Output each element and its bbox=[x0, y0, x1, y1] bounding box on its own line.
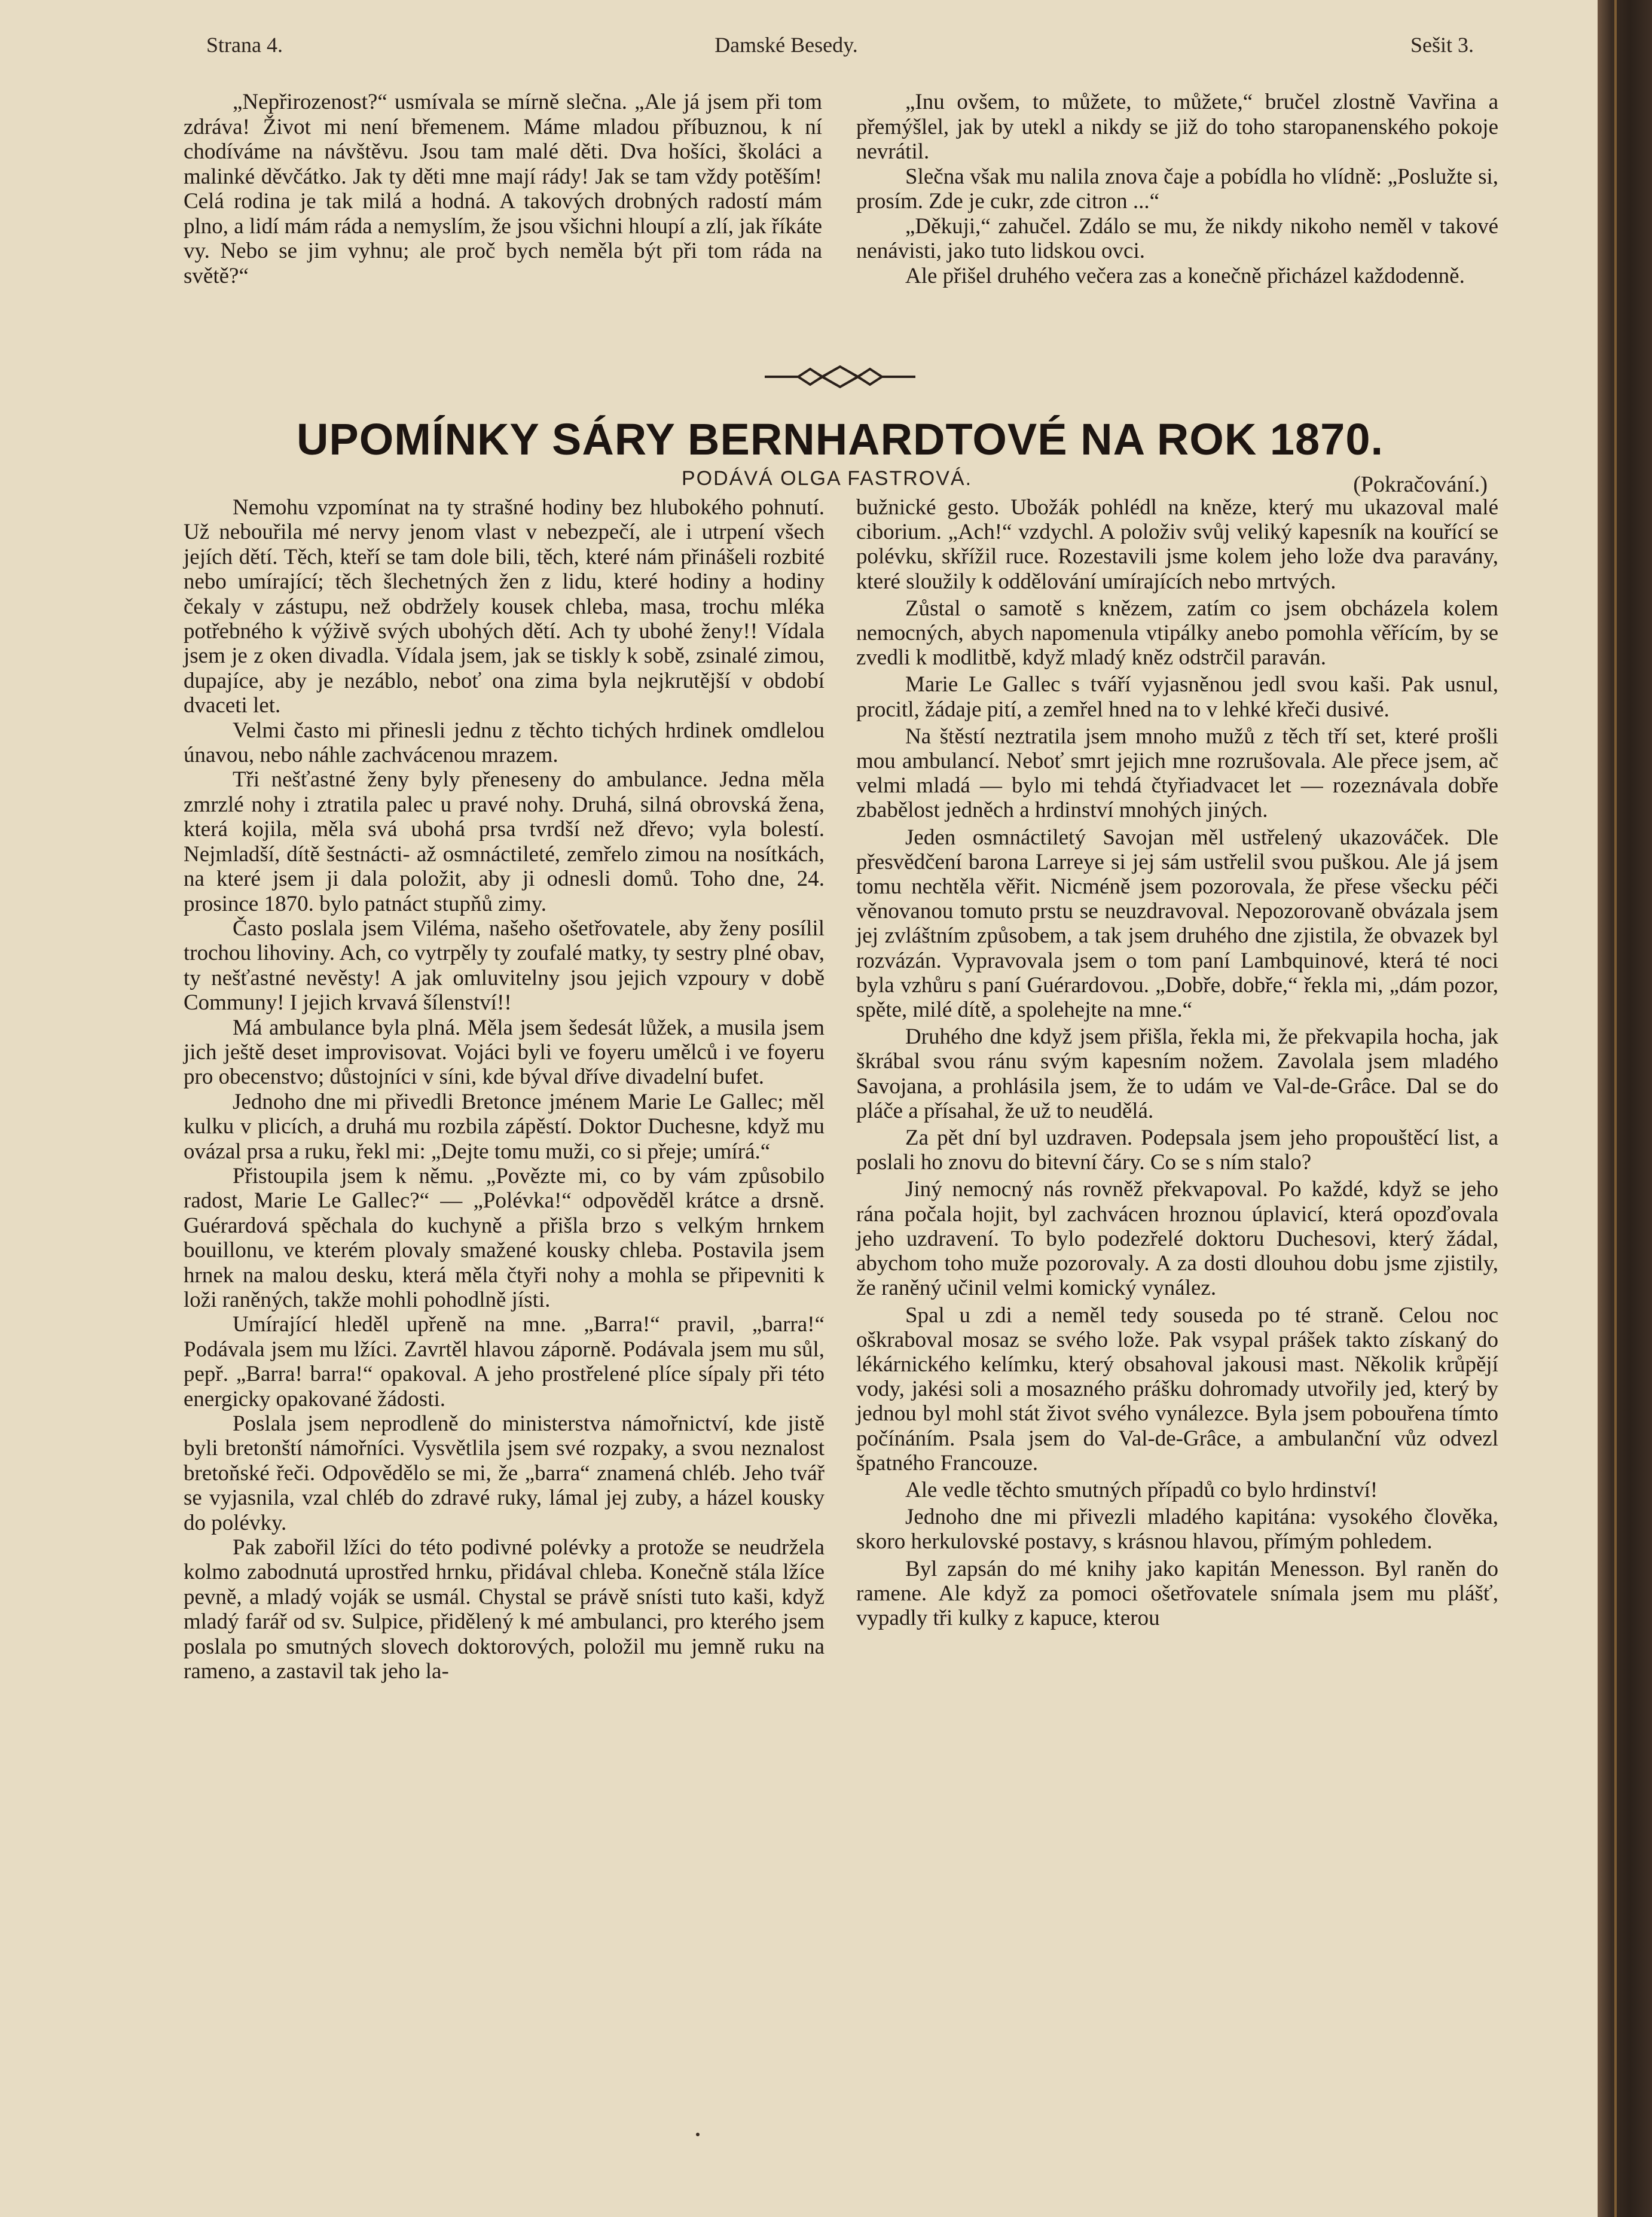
paragraph: Jednoho dne mi přivezli mladého kapitána: vysokého člověka, skoro herkulovské postavy, s krásnou hlavou, přímým pohledem. bbox=[856, 1505, 1498, 1554]
paragraph: Nemohu vzpomínat na ty strašné hodiny bez hlubokého pohnutí. Už nebouřila mé nervy jenom vlast v nebezpečí, ale i utrpení všech jejích dětí. Těch, kteří se tam dole bili, těch, které nám přinášeli rozbité nebo umírající; těch šlechetných žen z lidu, které hodiny a hodiny čekaly v zástupu, než obdržely kousek chleba, masa, trochu mléka potřebného k výživě svých ubohých dětí. Ach ty ubohé ženy!! Vídala jsem je z oken divadla. Vídala jsem, jak se tiskly k sobě, zsinalé zimou, dupajíce, aby je nezáblo, neboť ona zima byla nejkrutější v období dvaceti let. bbox=[184, 495, 825, 718]
paragraph: Byl zapsán do mé knihy jako kapitán Menesson. Byl raněn do ramene. Ale když za pomoci ošetřovatele snímala jsem mu plášť, vypadly tři kulky z kapuce, kterou bbox=[856, 1556, 1498, 1630]
binding-line bbox=[1614, 0, 1617, 2217]
article-byline: PODÁVÁ OLGA FASTROVÁ. bbox=[682, 467, 973, 490]
paragraph: Velmi často mi přinesli jednu z těchto tichých hrdinek omdlelou únavou, nebo náhle zachvácenou mrazem. bbox=[184, 718, 825, 768]
paragraph: bužnické gesto. Ubožák pohlédl na kněze, který mu ukazoval malé ciborium. „Ach!“ vzdychl. A položiv svůj veliký kapesník na kouřící se polévku, skřížil ruce. Rozestavili jsme kolem jeho lože dva paravány, které sloužily k oddělování umírajících nebo mrtvých. bbox=[856, 495, 1498, 594]
paragraph: „Nepřirozenost?“ usmívala se mírně slečna. „Ale já jsem při tom zdráva! Život mi není břemenem. Máme mladou příbuznou, k ní chodíváme na návštěvu. Jsou tam malé děti. Dva hošíci, školáci a malinké děvčátko. Jak ty děti mne mají rády! Jak se tam vždy potěším! Celá rodina je tak milá a hodná. A takových drobných radostí mám plno, a lidí mám ráda a nemyslím, že jsou všichni hloupí a zlí, jak říkáte vy. Nebo se jim vyhnu; ale proč bych neměla být při tom ráda na světě?“ bbox=[184, 90, 822, 288]
paragraph: Umírající hleděl upřeně na mne. „Barra!“ pravil, „barra!“ Podávala jsem mu lžíci. Zavrtěl hlavou záporně. Podávala jsem mu sůl, pepř. „Barra! barra!“ opakoval. A jeho prostřelené plíce sípaly při této energicky opakované žádosti. bbox=[184, 1312, 825, 1411]
story-end-right-column bbox=[856, 90, 1498, 288]
paragraph: „Děkuji,“ zahučel. Zdálo se mu, že nikdy nikoho neměl v takové nenávisti, jako tuto lidskou ovci. bbox=[856, 214, 1498, 263]
paragraph: Jednoho dne mi přivedli Bretonce jménem Marie Le Gallec; měl kulku v plicích, a druhá mu rozbila zápěstí. Doktor Duchesne, když mu ovázal prsa a ruku, řekl mi: „Dejte tomu muži, co si přeje; umírá.“ bbox=[184, 1089, 825, 1164]
paragraph: Zůstal o samotě s knězem, zatím co jsem obcházela kolem nemocných, abych napomenula vtipálky anebo pomohla věřícím, by se zvedli k modlitbě, když mladý kněz odstrčil paraván. bbox=[856, 596, 1498, 670]
paragraph: Druhého dne když jsem přišla, řekla mi, že překvapila hocha, jak škrábal svou ránu svým kapesním nožem. Zavolala jsem mladého Savojana, a prohlásila jsem, že to udám ve Val-de-Grâce. Dal se do pláče a přísahal, že už to neudělá. bbox=[856, 1024, 1498, 1123]
paragraph: Přistoupila jsem k němu. „Povězte mi, co by vám způsobilo radost, Marie Le Gallec?“ — „Polévka!“ odpověděl krátce a drsně. Guérardová spěchala do kuchyně a přišla brzo s velkým hrnkem bouillonu, ve kterém plovaly smažené kousky chleba. Postavila jsem hrnek na malou desku, která měla čtyři nohy a mohla se připevniti k loži raněných, takže mohli pohodlně jísti. bbox=[184, 1163, 825, 1312]
issue-label: Sešit 3. bbox=[1410, 33, 1474, 57]
magazine-title: Damské Besedy. bbox=[714, 33, 858, 57]
book-binding-edge bbox=[1598, 0, 1652, 2217]
continuation-note: (Pokračování.) bbox=[1353, 472, 1488, 497]
paragraph: Pak zabořil lžíci do této podivné polévky a protože se neudržela kolmo zabodnutá uprostřed hrnku, přidával chleba. Konečně stála lžíce pevně, a mladý voják se usmál. Chystal se právě snísti tuto kaši, když mladý farář od sv. Sulpice, přidělený k mé ambulanci, pro kterého jsem poslala po smutných slovech doktorových, položil mu jemně ruku na rameno, a zastavil tak jeho la- bbox=[184, 1535, 825, 1684]
print-mark bbox=[696, 2133, 700, 2136]
paragraph: Ale vedle těchto smutných případů co bylo hrdinství! bbox=[905, 1477, 1378, 1502]
page-label: Strana 4. bbox=[206, 33, 283, 57]
paragraph: Slečna však mu nalila znova čaje a pobídla ho vlídně: „Poslužte si, prosím. Zde je cukr, zde citron ...“ bbox=[856, 164, 1498, 214]
paragraph: Jiný nemocný nás rovněž překvapoval. Po každé, když se jeho rána počala hojit, byl zachvácen hroznou úplavicí, která opozďovala jeho uzdravení. To bylo podezřelé doktoru Duchesovi, který žádal, abychom toho muže pozorovaly. A za dosti dlouhou dobu jsme zjistily, že raněný učinil velmi komický vynález. bbox=[856, 1177, 1498, 1301]
paragraph: Jeden osmnáctiletý Savojan měl ustřelený ukazováček. Dle přesvědčení barona Larreye si jej sám ustřelil svou puškou. Ale já jsem tomu nechtěla věřit. Nicméně jsem pozorovala, že přese všecku péči věnovanou tomuto prstu se neuzdravoval. Nepozorovaně obvázala jsem jej zvláštním způsobem, a tak jsem druhého dne zjistila, že obvazek byl rozvázán. Vypravovala jsem o tom paní Lambquinové, která té noci byla vzhůru s paní Guérardovou. „Dobře, dobře,“ řekla mi, „dám pozor, spěte, milé dítě, a spolehejte na mne.“ bbox=[856, 825, 1498, 1023]
running-header bbox=[206, 30, 1474, 60]
paragraph: Za pět dní byl uzdraven. Podepsala jsem jeho propouštěcí list, a poslali ho znovu do bitevní čáry. Co se s ním stalo? bbox=[856, 1126, 1498, 1175]
paragraph: „Inu ovšem, to můžete, to můžete,“ bručel zlostně Vavřina a přemýšlel, jak by utekl a nikdy se již do toho staropanenského pokoje nevrátil. bbox=[856, 90, 1498, 164]
article-right-column bbox=[856, 495, 1498, 1630]
paragraph: Tři nešťastné ženy byly přeneseny do ambulance. Jedna měla zmrzlé nohy i ztratila palec u pravé nohy. Druhá, silná obrovská žena, která kojila, měla svá ubohá prsa tvrdší než dřevo; vyla bolestí. Nejmladší, dítě šestnácti- až osmnáctileté, zemřelo zimou na nosítkách, na které jsem ji dala položit, aby ji odnesli domů. Toho dne, 24. prosince 1870. bylo patnáct stupňů zimy. bbox=[184, 767, 825, 916]
paragraph: Často poslala jsem Viléma, našeho ošetřovatele, aby ženy posílil trochou lihoviny. Ach, co vytrpěly ty zoufalé matky, ty sestry plné obav, ty nešťastné nevěsty! A jak omluvitelny jsou jejich vzpoury v době Communy! I jejich krvavá šílenství!! bbox=[184, 916, 825, 1016]
article-title: UPOMÍNKY SÁRY BERNHARDTOVÉ NA ROK 1870. bbox=[296, 414, 1384, 464]
story-end-left-column bbox=[184, 90, 822, 288]
paragraph: Na štěstí neztratila jsem mnoho mužů z těch tří set, které prošli mou ambulancí. Neboť smrt jejich mne rozrušovala. Ale přece jsem, ač velmi mladá — bylo mi tehdá čtyřiadvacet let — rozeznávala dobře zbabělost jedněch a hrdinství mnohých jiných. bbox=[856, 724, 1498, 823]
article-left-column bbox=[184, 495, 825, 1684]
paragraph: Má ambulance byla plná. Měla jsem šedesát lůžek, a musila jsem jich ještě deset improvisovat. Vojáci byli ve foyeru umělců i ve foyeru pro obecenstvo; důstojníci v síni, kde býval dříve divadelní bufet. bbox=[184, 1015, 825, 1090]
paragraph: Marie Le Gallec s tváří vyjasněnou jedl svou kaši. Pak usnul, procitl, žádaje pití, a zemřel hned na to v lehké křeči dusivé. bbox=[856, 672, 1498, 722]
decorative-divider-icon bbox=[762, 362, 918, 392]
paragraph: Spal u zdi a neměl tedy souseda po té straně. Celou noc oškraboval mosaz se svého lože. Pak vsypal prášek takto získaný do lékárnického kelímku, který obsahoval jakousi mast. Několik krůpějí vody, jakési soli a mosazného prášku dohromady utvořily jed, který by jednou byl mohl stát život svého vynálezce. Byla jsem pobouřena tímto počínáním. Psala jsem do Val-de-Grâce, a ambulanční vůz odvezl špatného Francouze. bbox=[856, 1303, 1498, 1475]
paragraph: Ale přišel druhého večera zas a konečně přicházel každodenně. bbox=[905, 263, 1465, 288]
paragraph: Poslala jsem neprodleně do ministerstva námořnictví, kde jistě byli bretonští námořníci. Vysvětlila jsem své rozpaky, a svou neznalost bretoňské řeči. Odpovědělo se mi, že „barra“ znamená chléb. Jeho tvář se vyjasnila, vzal chléb do zdravé ruky, lámal jej zuby, a házel kousky do polévky. bbox=[184, 1411, 825, 1535]
